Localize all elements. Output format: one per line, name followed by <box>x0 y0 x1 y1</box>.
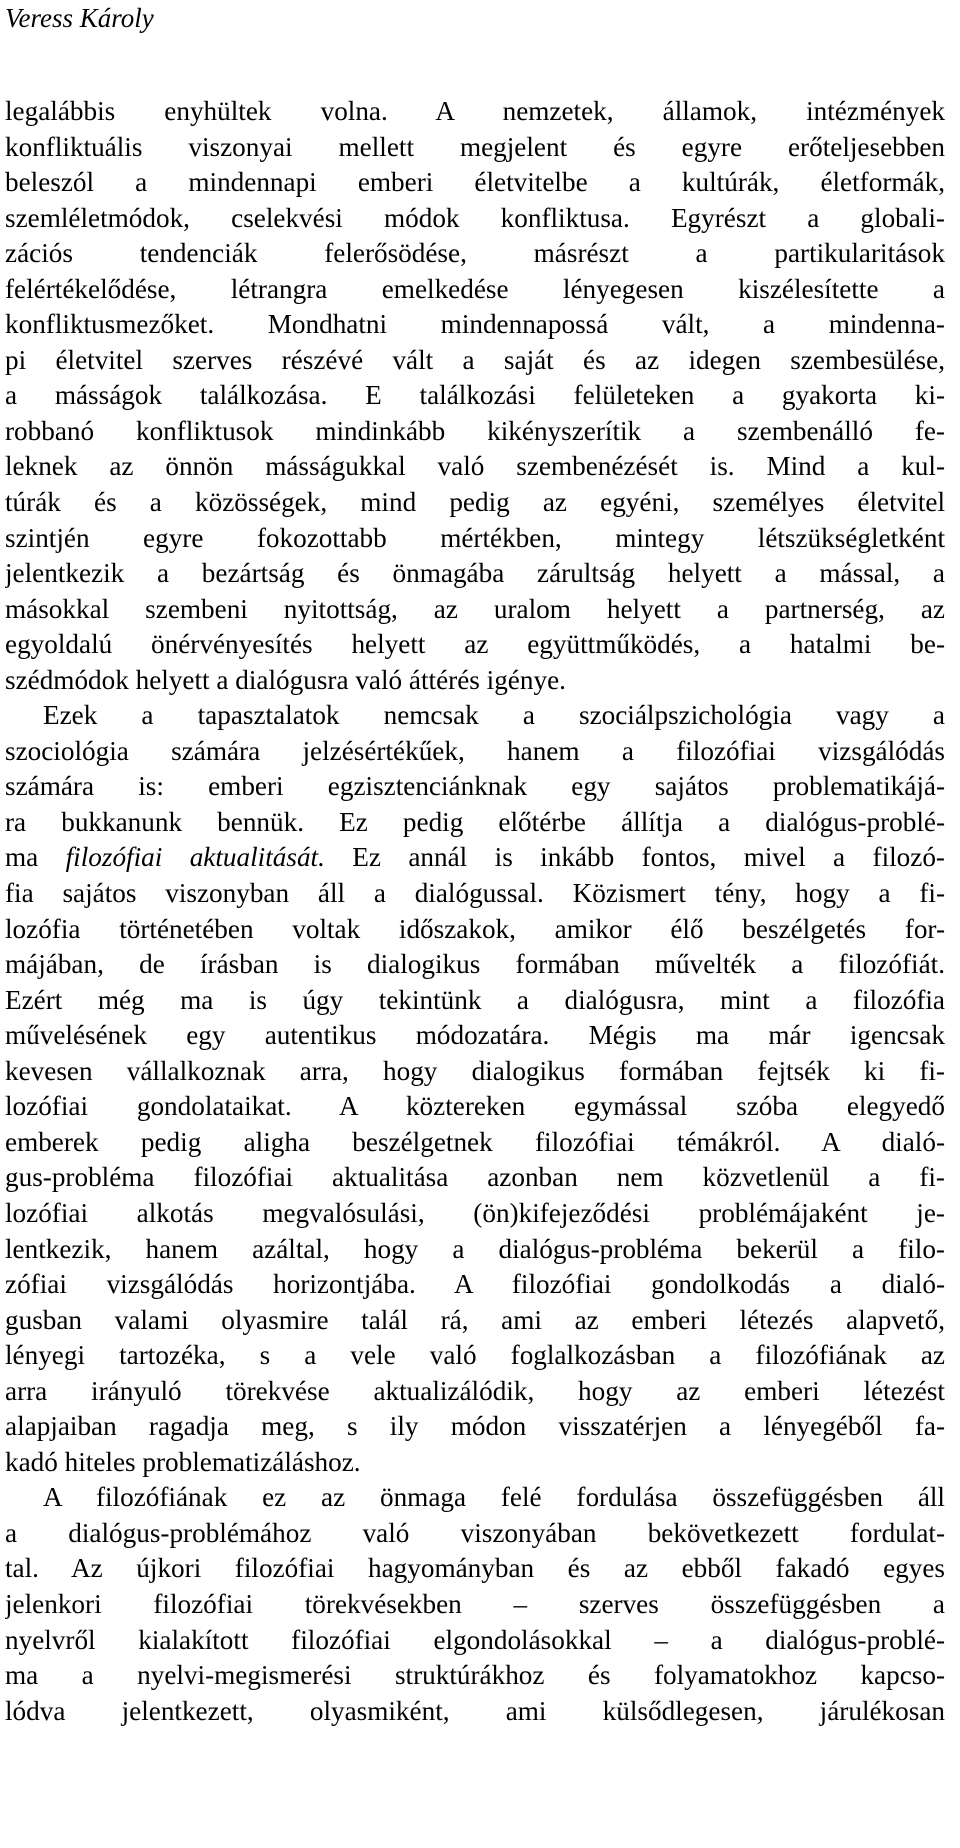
text-line: emberek pedig aligha beszélgetnek filozófiai témákról. A dialó- <box>5 1126 945 1157</box>
text-line: számára is: emberi egzisztenciánknak egy sajátos problematikájá- <box>5 771 945 802</box>
text-segment: ma <box>5 842 66 873</box>
text-line: tal. Az újkori filozófiai hagyományban és az ebből fakadó egyes <box>5 1553 945 1584</box>
text-line: alapjaiban ragadja meg, s ily módon visszatérjen a lényegéből fa- <box>5 1411 945 1442</box>
text-line: a dialógus-problémához való viszonyában bekövetkezett fordulat- <box>5 1517 945 1548</box>
text-segment: Ez annál is inkább fontos, mivel a filozó- <box>324 842 945 873</box>
text-line: lódva jelentkezett, olyasmiként, ami külsődlegesen, járulékosan <box>5 1695 945 1726</box>
text-line: jelenkori filozófiai törekvésekben – szerves összefüggésben a <box>5 1588 945 1619</box>
text-line: szédmódok helyett a dialógusra való áttérés igénye. <box>5 664 566 695</box>
text-line: A filozófiának ez az önmaga felé fordulása összefüggésben áll <box>43 1482 945 1513</box>
text-line: lozófiai gondolataikat. A köztereken egymással szóba elegyedő <box>5 1091 945 1122</box>
text-line: májában, de írásban is dialogikus formában művelték a filozófiát. <box>5 949 945 980</box>
italic-phrase: filozófiai aktualitását. <box>65 842 325 873</box>
text-line: művelésének egy autentikus módozatára. Mégis ma már igencsak <box>5 1020 945 1051</box>
text-line: kevesen vállalkoznak arra, hogy dialogikus formában fejtsék ki fi- <box>5 1055 945 1086</box>
text-line: lozófiai alkotás megvalósulási, (ön)kifejeződési problémájaként je- <box>5 1197 945 1228</box>
text-line: fia sajátos viszonyban áll a dialógussal. Közismert tény, hogy a fi- <box>5 878 945 909</box>
text-line: leknek az önnön másságukkal való szembenézését is. Mind a kul- <box>5 451 945 482</box>
text-line: a másságok találkozása. E találkozási felületeken a gyakorta ki- <box>5 380 945 411</box>
text-line: nyelvről kialakított filozófiai elgondolásokkal – a dialógus-problé- <box>5 1624 945 1655</box>
running-head: Veress Károly <box>5 3 154 33</box>
text-line: beleszól a mindennapi emberi életvitelbe a kultúrák, életformák, <box>5 167 945 198</box>
text-line: felértékelődése, létrangra emelkedése lényegesen kiszélesítette a <box>5 273 945 304</box>
text-line: zációs tendenciák felerősödése, másrészt a partikularitások <box>5 238 945 269</box>
text-line: konfliktuális viszonyai mellett megjelent és egyre erőteljesebben <box>5 131 945 162</box>
text-line: ra bukkanunk bennük. Ez pedig előtérbe állítja a dialógus-problé- <box>5 806 945 837</box>
text-line <box>5 840 945 876</box>
text-line: arra irányuló törekvése aktualizálódik, hogy az emberi létezést <box>5 1375 945 1406</box>
text-line: lozófia történetében voltak időszakok, amikor élő beszélgetés for- <box>5 913 945 944</box>
text-line: Ezek a tapasztalatok nemcsak a szociálpszichológia vagy a <box>43 700 945 731</box>
text-line: lényegi tartozéka, s a vele való foglalkozásban a filozófiának az <box>5 1340 945 1371</box>
text-line: pi életvitel szerves részévé vált a saját és az idegen szembesülése, <box>5 344 945 375</box>
text-line: robbanó konfliktusok mindinkább kikényszerítik a szembenálló fe- <box>5 415 945 446</box>
text-line: konfliktusmezőket. Mondhatni mindennapossá vált, a mindenna- <box>5 309 945 340</box>
text-line: szociológia számára jelzésértékűek, hanem a filozófiai vizsgálódás <box>5 735 945 766</box>
text-line: jelentkezik a bezártság és önmagába zárultság helyett a mással, a <box>5 558 945 589</box>
text-line: szintjén egyre fokozottabb mértékben, mintegy létszükségletként <box>5 522 945 553</box>
text-line: kadó hiteles problematizáláshoz. <box>5 1446 361 1477</box>
text-line: ma a nyelvi-megismerési struktúrákhoz és folyamatokhoz kapcso- <box>5 1660 945 1691</box>
text-line: gusban valami olyasmire talál rá, ami az emberi létezés alapvető, <box>5 1304 945 1335</box>
text-line: lentkezik, hanem azáltal, hogy a dialógus-probléma bekerül a filo- <box>5 1233 945 1264</box>
text-line: egyoldalú önérvényesítés helyett az együttműködés, a hatalmi be- <box>5 629 945 660</box>
text-line: gus-probléma filozófiai aktualitása azonban nem közvetlenül a fi- <box>5 1162 945 1193</box>
text-line: szemléletmódok, cselekvési módok konfliktusa. Egyrészt a globali- <box>5 202 945 233</box>
text-line: másokkal szembeni nyitottság, az uralom helyett a partnerség, az <box>5 593 945 624</box>
body-text <box>5 94 945 1729</box>
text-line: Ezért még ma is úgy tekintünk a dialógusra, mint a filozófia <box>5 984 945 1015</box>
text-line: legalábbis enyhültek volna. A nemzetek, államok, intézmények <box>5 96 945 126</box>
text-line: túrák és a közösségek, mind pedig az egyéni, személyes életvitel <box>5 487 945 518</box>
text-line: zófiai vizsgálódás horizontjába. A filozófiai gondolkodás a dialó- <box>5 1269 945 1300</box>
